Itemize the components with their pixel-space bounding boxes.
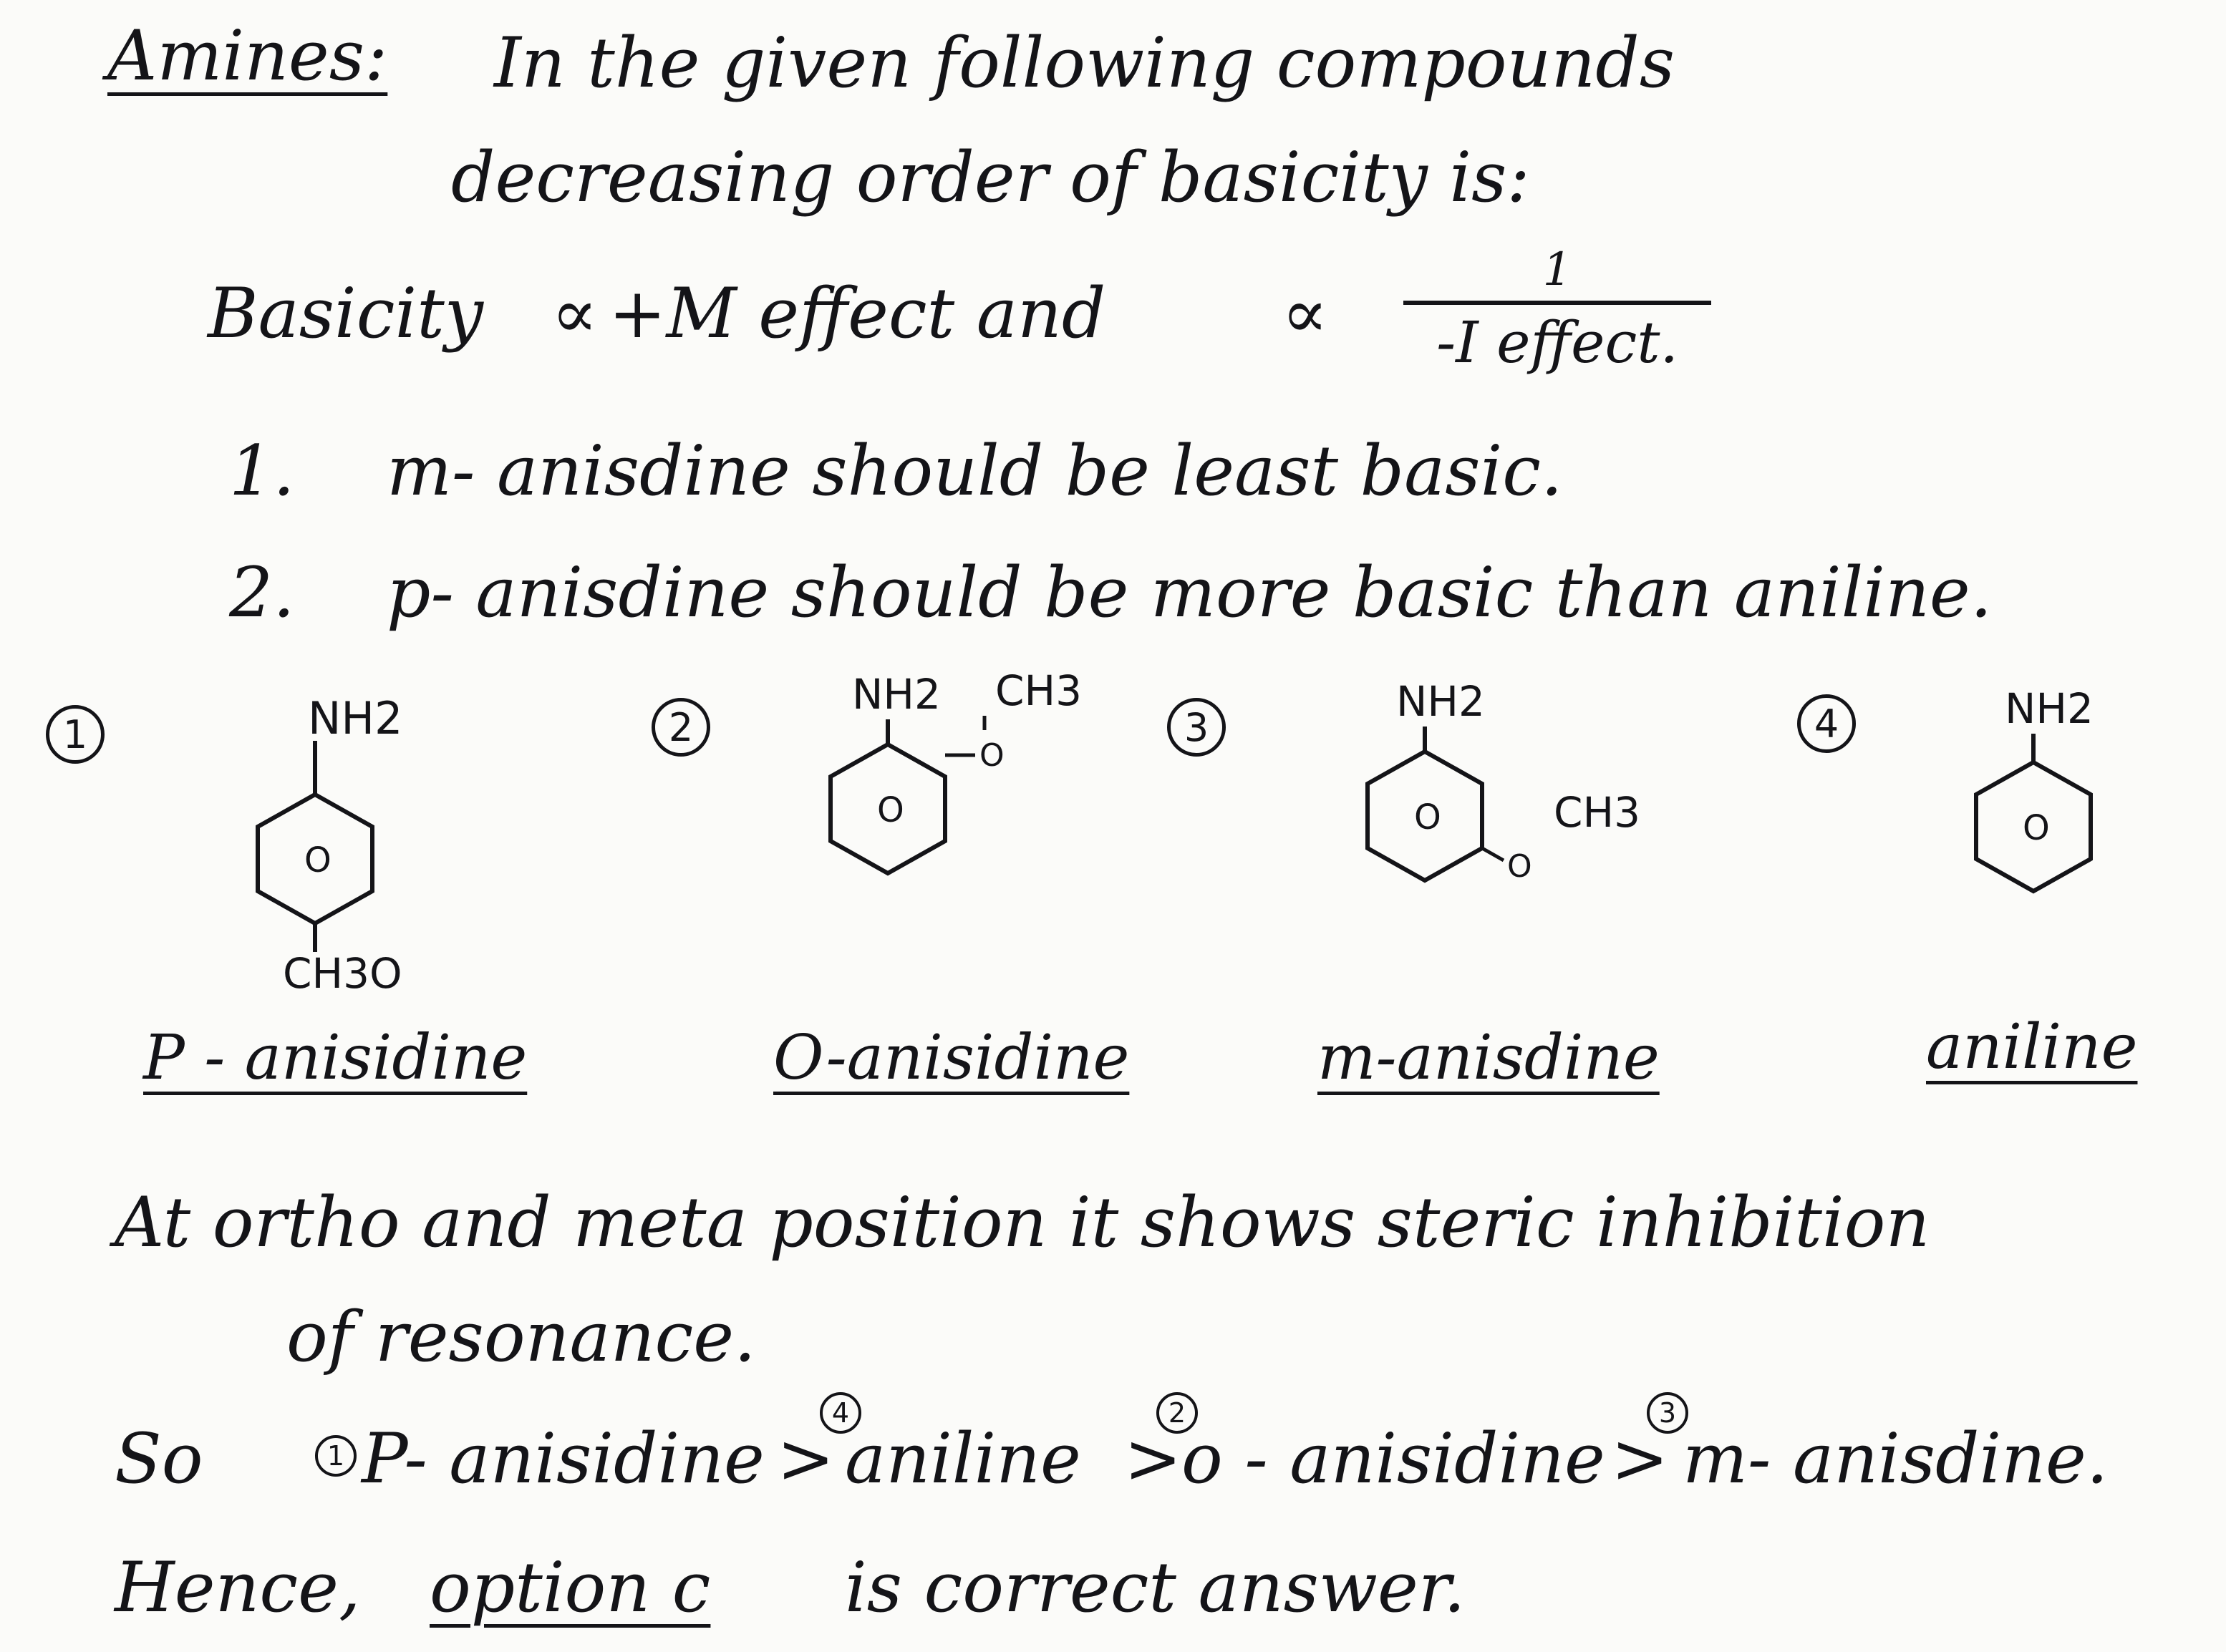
fraction-bar [1403, 301, 1711, 305]
point-1-text: m- anisdine should be least basic. [387, 431, 1563, 511]
conclusion-option: option c [430, 1547, 711, 1628]
conclusion-rest: is correct answer. [845, 1547, 1466, 1628]
methoxy-label: CH3O [283, 949, 402, 998]
steric-line-2: of resonance. [286, 1297, 756, 1377]
order-item-3-name: o - anisidine [1181, 1419, 1605, 1499]
compound-4-name: aniline [1926, 1011, 2138, 1083]
oxygen-label: O [1507, 848, 1532, 885]
rule-prefix: Basicity [208, 273, 484, 354]
ring-circle-label: O [877, 790, 904, 830]
order-gt-3: > [1611, 1419, 1669, 1499]
m-anisidine-structure [1332, 673, 1661, 888]
p-anisidine-structure [229, 680, 444, 1002]
compound-3-name: m-anisdine [1317, 1022, 1660, 1094]
order-item-3-index: 2 [1156, 1392, 1198, 1434]
rule-alpha-1: ∝ [551, 273, 598, 354]
rule-fraction-numerator: 1 [1542, 243, 1572, 296]
rule-plus-m: +M effect and [609, 273, 1106, 354]
order-so: So [115, 1419, 203, 1499]
compound-4-index: 4 [1797, 694, 1856, 753]
compound-2-name: O-anisidine [773, 1022, 1130, 1094]
nh2-label: NH2 [852, 670, 941, 719]
point-2-text: p- anisdine should be more basic than aniline. [387, 553, 1993, 633]
rule-fraction [1403, 243, 1711, 376]
heading-line-1: In the given following compounds [494, 23, 1675, 103]
bond [1482, 848, 1504, 860]
methyl-label: CH3 [995, 666, 1083, 715]
ring-circle-label: O [2023, 808, 2050, 848]
compound-3-index: 3 [1167, 698, 1226, 757]
rule-fraction-denominator: -I effect. [1436, 309, 1678, 376]
steric-line-1: At ortho and meta position it shows steric inhibition [115, 1182, 1930, 1263]
ring-circle-label: O [1414, 797, 1441, 837]
order-item-1-name: P- anisidine [362, 1419, 765, 1499]
conclusion-hence: Hence, [115, 1547, 361, 1628]
point-2-number: 2. [229, 553, 295, 633]
order-gt-2: > [1124, 1419, 1182, 1499]
order-item-2-index: 4 [820, 1392, 861, 1434]
order-gt-1: > [777, 1419, 835, 1499]
compound-2-index: 2 [652, 698, 710, 757]
heading-label: Amines: [107, 16, 388, 96]
nh2-label: NH2 [308, 692, 403, 744]
heading-line-2: decreasing order of basicity is: [451, 137, 1530, 218]
order-item-4-index: 3 [1647, 1392, 1688, 1434]
order-item-4-name: m- anisdine. [1683, 1419, 2109, 1499]
oxygen-label: O [979, 737, 1005, 774]
order-item-2-name: aniline [845, 1419, 1081, 1499]
ring-circle-label: O [304, 840, 332, 880]
o-anisidine-structure [809, 666, 1095, 880]
aniline-structure [1947, 680, 2162, 916]
nh2-label: NH2 [2005, 684, 2094, 733]
rule-alpha-2: ∝ [1282, 273, 1328, 354]
point-1-number: 1. [229, 431, 295, 511]
order-item-1-index: 1 [315, 1435, 357, 1477]
compound-1-name: P - anisidine [143, 1022, 528, 1094]
compound-1-index: 1 [46, 705, 105, 764]
methyl-label: CH3 [1554, 788, 1641, 837]
nh2-label: NH2 [1396, 677, 1485, 726]
